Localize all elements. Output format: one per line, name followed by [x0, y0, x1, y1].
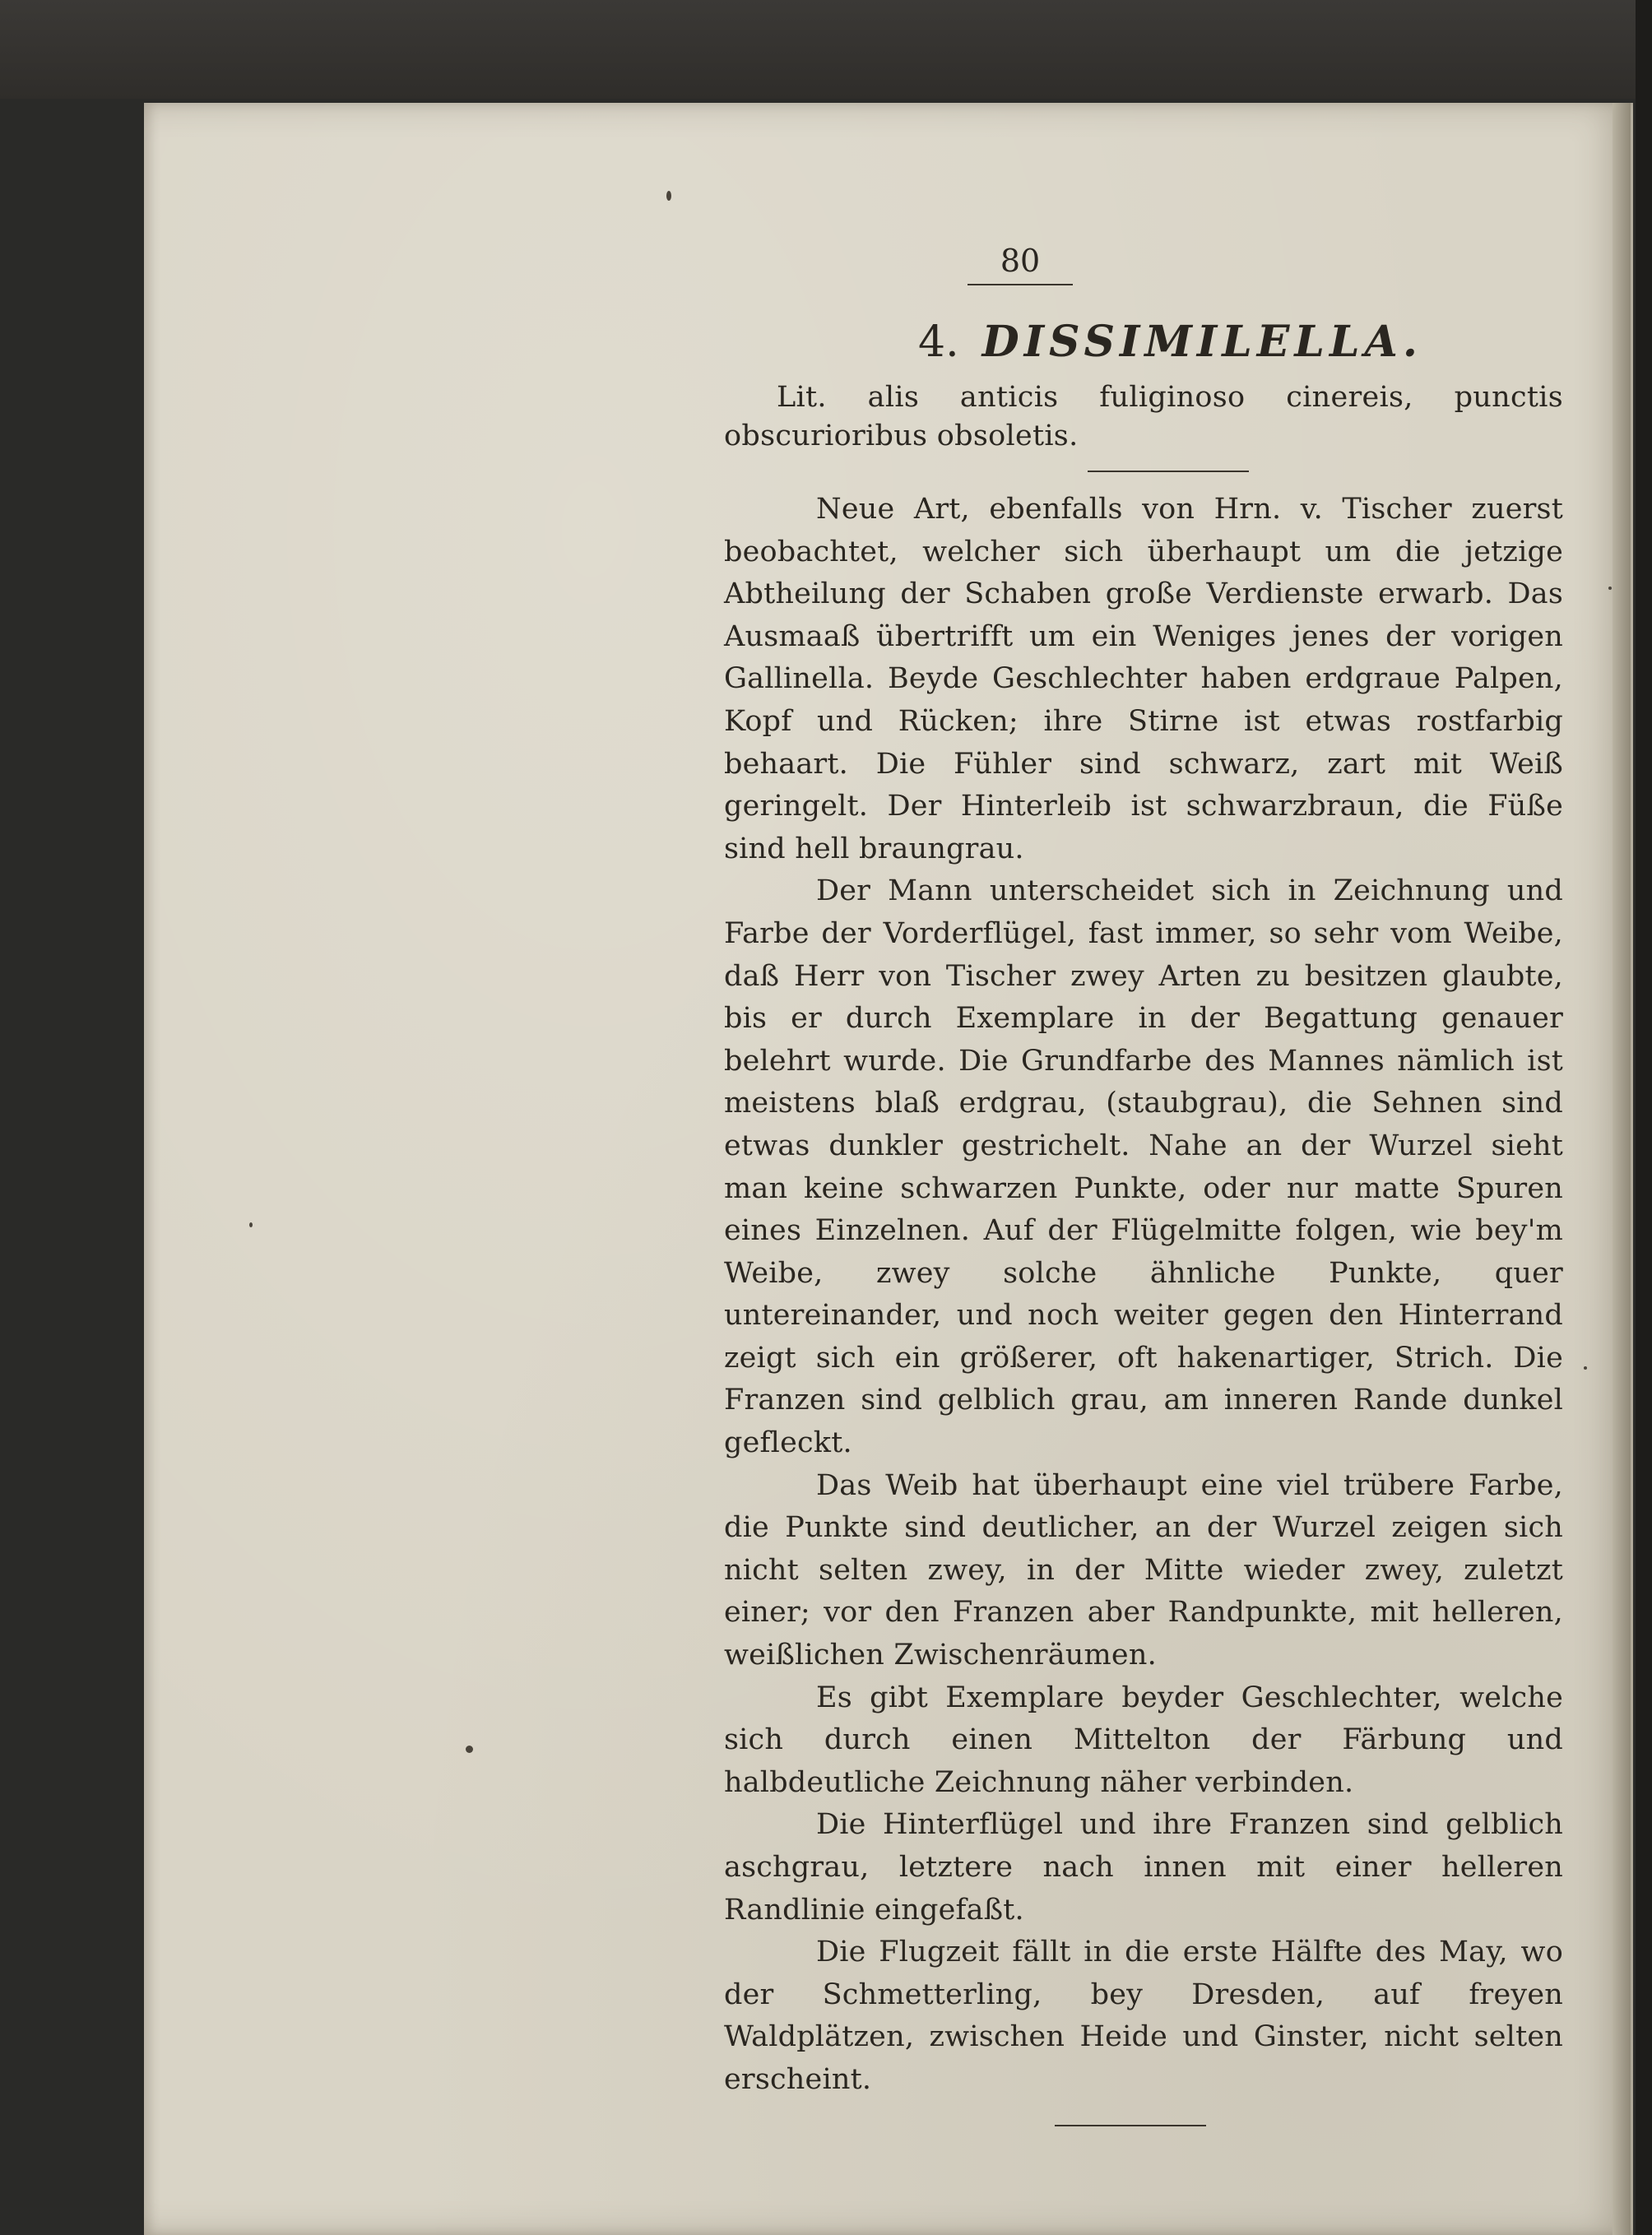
scan-binding-edge [1636, 0, 1652, 2235]
paper-speck [249, 1222, 253, 1227]
paragraph-6: Die Flugzeit fällt in die erste Hälfte des May, wo der Schmetterling, bey Dresden, auf freyen Waldplätzen, zwischen Heide und Ginster, nicht selten erscheint. [724, 1936, 1563, 2096]
scan-background [0, 0, 1652, 99]
page-number: 80 [1000, 243, 1041, 279]
paper-speck [1584, 1366, 1587, 1370]
section-divider [1088, 471, 1249, 472]
paper-speck [1608, 587, 1612, 590]
paper-speck [466, 1746, 473, 1753]
species-number: 4. [918, 318, 959, 367]
paragraph-5: Die Hinterflügel und ihre Franzen sind gelblich aschgrau, letztere nach innen mit einer helleren Randlinie eingefaßt. [724, 1808, 1563, 1927]
species-name: DISSIMILELLA. [981, 317, 1422, 367]
species-heading [918, 317, 1563, 367]
description-text [724, 489, 1563, 2102]
end-divider [1055, 2125, 1206, 2126]
paper-speck [666, 191, 671, 201]
paragraph-2: Der Mann unterscheidet sich in Zeichnung und Farbe der Vorderflügel, fast immer, so sehr vom Weibe, daß Herr von Tischer zwey Arten zu besitzen glaubte, bis er durch Exemplare in der Begattung genauer belehrt wurde. Die Grundfarbe des Mannes nämlich ist meistens blaß erdgrau, (staubgrau), die Sehnen sind etwas dunkler gestrichelt. Nahe an der Wurzel sieht man keine schwarzen Punkte, oder nur matte Spuren eines Einzelnen. Auf der Flügelmitte folgen, wie bey'm Weibe, zwey solche ähnliche Punkte, quer untereinander, und noch weiter gegen den Hinterrand zeigt sich ein größerer, oft hakenartiger, Strich. Die Franzen sind gelblich grau, am inneren Rande dunkel gefleckt. [724, 874, 1563, 1460]
paragraph-3: Das Weib hat überhaupt eine viel trübere Farbe, die Punkte sind deutlicher, an der Wurzel zeigen sich nicht selten zwey, in der Mitte wieder zwey, zuletzt einer; vor den Franzen aber Randpunkte, mit helleren, weißlichen Zwischenräumen. [724, 1468, 1563, 1672]
page-number-rule [968, 284, 1073, 285]
page-content [724, 243, 1563, 2126]
latin-diagnosis: Lit. alis anticis fuliginoso cinereis, punctis obscurioribus obsoletis. [724, 381, 1563, 452]
paragraph-1: Neue Art, ebenfalls von Hrn. v. Tischer zuerst beobachtet, welcher sich überhaupt um die jetzige Abtheilung der Schaben große Verdienste erwarb. Das Ausmaaß übertrifft um ein Weniges jenes der vorigen Gallinella. Beyde Geschlechter haben erdgraue Palpen, Kopf und Rücken; ihre Stirne ist etwas rostfarbig behaart. Die Fühler sind schwarz, zart mit Weiß geringelt. Der Hinterleib ist schwarzbraun, die Füße sind hell braungrau. [724, 493, 1563, 865]
paragraph-4: Es gibt Exemplare beyder Geschlechter, welche sich durch einen Mittelton der Färbung und halbdeutliche Zeichnung näher verbinden. [724, 1681, 1563, 1799]
page-fold-edge [1613, 103, 1631, 2235]
